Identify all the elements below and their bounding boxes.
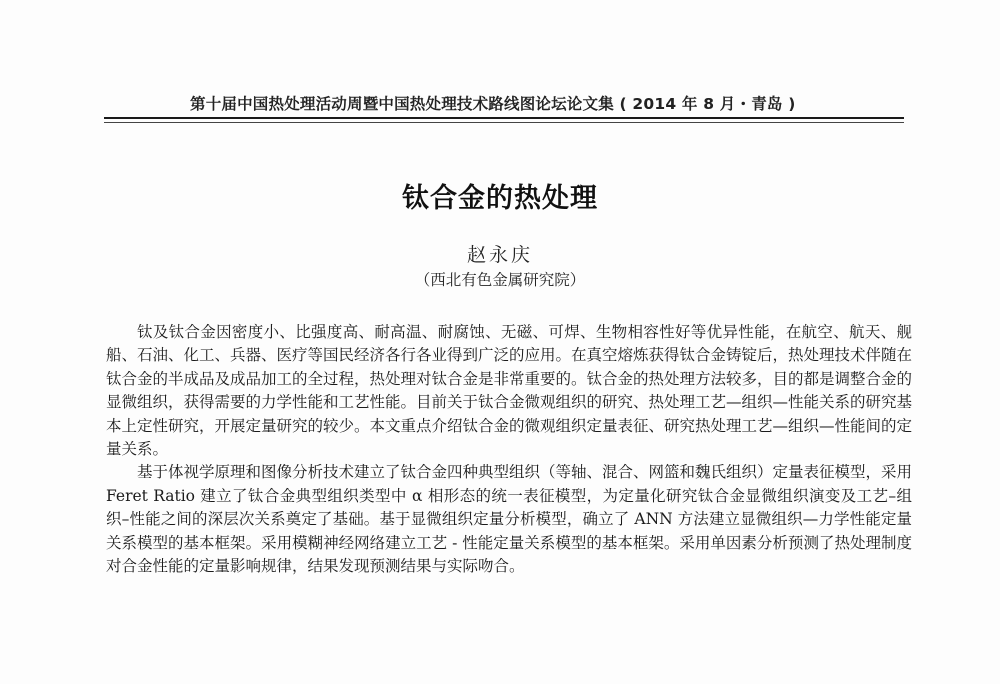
running-header: 第十届中国热处理活动周暨中国热处理技术路线图论坛论文集 ( 2014 年 8 月・青岛 ) (190, 95, 796, 113)
paper-title: 钛合金的热处理 (402, 183, 598, 214)
body-paragraph-2: 基于体视学原理和图像分析技术建立了钛合金四种典型组织（等轴、混合、网篮和魏氏组织）定量表征模型，采用 Feret Ratio 建立了钛合金典型组织类型中 α 相形态的统一表征模型，为定量化研究钛合金显微组织演变及工艺–组织–性能之间的深层次关系奠定了基础。基于显微组织定量分析模型，确立了 ANN 方法建立显微组织—力学性能定量关系模型的基本框架。采用模糊神经网络建立工艺 - 性能定量关系模型的基本框架。采用单因素分析预测了热处理制度对合金性能的定量影响规律，结果发现预测结果与实际吻合。 (106, 463, 913, 576)
author-affiliation: （西北有色金属研究院） (414, 271, 586, 289)
body-text (106, 321, 912, 578)
body-paragraph-1: 钛及钛合金因密度小、比强度高、耐高温、耐腐蚀、无磁、可焊、生物相容性好等优异性能，在航空、航天、舰船、石油、化工、兵器、医疗等国民经济各行各业得到广泛的应用。在真空熔炼获得钛合金铸锭后，热处理技术伴随在钛合金的半成品及成品加工的全过程，热处理对钛合金是非常重要的。钛合金的热处理方法较多，目的都是调整合金的显微组织，获得需要的力学性能和工艺性能。目前关于钛合金微观组织的研究、热处理工艺—组织—性能关系的研究基本上定性研究，开展定量研究的较少。本文重点介绍钛合金的微观组织定量表征、研究热处理工艺—组织—性能间的定量关系。 (106, 323, 913, 459)
header-rule-thin (104, 122, 904, 123)
header-rule-thick (104, 117, 904, 119)
author-name: 赵永庆 (466, 244, 533, 266)
